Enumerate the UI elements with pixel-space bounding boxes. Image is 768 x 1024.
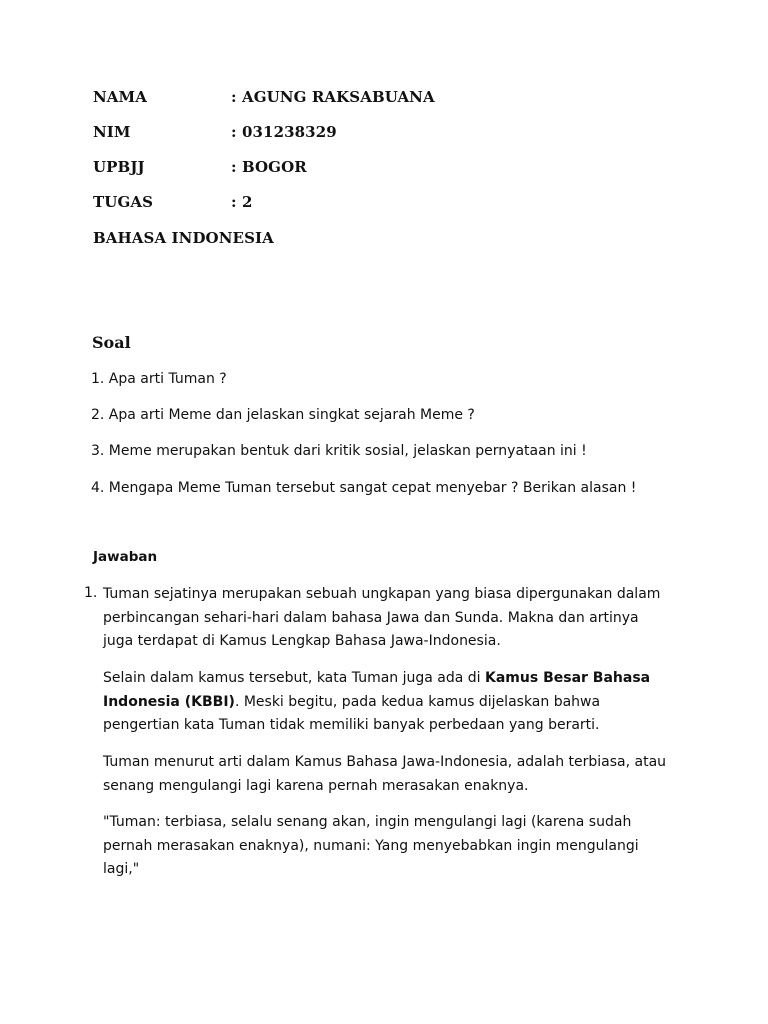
answer-number: 1. — [84, 585, 98, 601]
header-row-nim — [93, 123, 337, 141]
header-value: : BOGOR — [231, 158, 307, 176]
answer-paragraph-1: Tuman sejatinya merupakan sebuah ungkapan yang biasa dipergunakan dalam perbincangan sehari-hari dalam bahasa Jawa dan Sunda. Makna dan artinya juga terdapat di Kamus Lengkap Bahasa Jawa-Indonesia. — [103, 586, 661, 649]
jawaban-heading: Jawaban — [93, 549, 158, 565]
header-row-nama — [93, 88, 435, 106]
header-label: NAMA — [93, 88, 147, 106]
answer-paragraph-4: "Tuman: terbiasa, selalu senang akan, ingin mengulangi lagi (karena sudah pernah merasakan enaknya), numani: Yang menyebabkan ingin mengulangi lagi," — [103, 814, 639, 877]
subject-title: BAHASA INDONESIA — [93, 229, 274, 247]
header-value: : 2 — [231, 193, 253, 211]
header-label: NIM — [93, 123, 131, 141]
answer-paragraph-2 — [103, 667, 673, 738]
paragraph-text: Selain dalam kamus tersebut, kata Tuman juga ada di — [103, 670, 486, 686]
answer-paragraph-3: Tuman menurut arti dalam Kamus Bahasa Jawa-Indonesia, adalah terbiasa, atau senang mengulangi lagi karena pernah merasakan enaknya. — [103, 754, 667, 794]
question-4: 4. Mengapa Meme Tuman tersebut sangat cepat menyebar ? Berikan alasan ! — [91, 480, 637, 496]
soal-heading: Soal — [92, 333, 131, 352]
paragraph-text: . Meski begitu, pada kedua kamus dijelaskan bahwa pengertian kata Tuman tidak memiliki banyak perbedaan yang berarti. — [103, 693, 601, 733]
question-2: 2. Apa arti Meme dan jelaskan singkat sejarah Meme ? — [91, 407, 475, 423]
header-row-upbjj — [93, 158, 307, 176]
header-row-tugas — [93, 193, 253, 211]
kbbi-bold-text: Kamus Besar Bahasa Indonesia (KBBI) — [103, 670, 651, 710]
header-label: TUGAS — [93, 193, 154, 211]
header-label: UPBJJ — [93, 158, 145, 176]
header-value: : 031238329 — [231, 123, 337, 141]
question-1: 1. Apa arti Tuman ? — [91, 371, 227, 387]
header-value: : AGUNG RAKSABUANA — [231, 88, 435, 106]
question-3: 3. Meme merupakan bentuk dari kritik sosial, jelaskan pernyataan ini ! — [91, 443, 587, 459]
